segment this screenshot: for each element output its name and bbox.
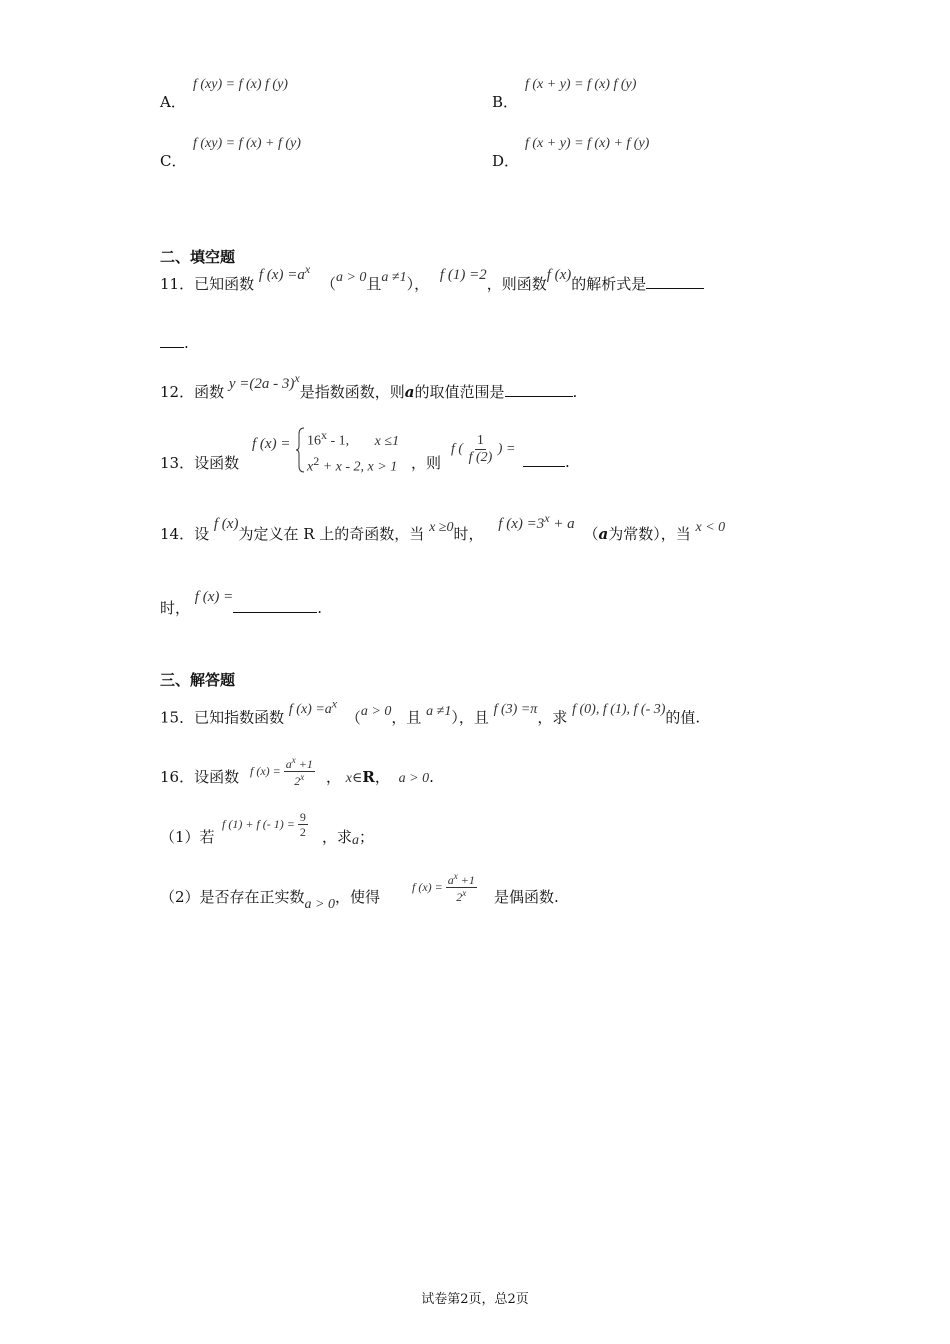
choice-d-label: D． xyxy=(492,152,520,170)
q11-text: 已知函数 xyxy=(194,275,255,293)
q11-continuation: . xyxy=(160,333,189,352)
q16-conditions: ， x∈R， a > 0. xyxy=(326,768,434,786)
q11-cond1: a > 0 xyxy=(335,270,367,285)
q16-function: f (x) = $\frac{a^x +1}{2^x}$ xyxy=(250,755,313,788)
q11-given: f (1) =2 xyxy=(439,267,487,283)
choice-a-formula: f (xy) = f (x) f (y) xyxy=(193,77,288,92)
q13-expression: f ( $\frac{1}{f (2)}$ ) = xyxy=(451,433,516,465)
q14-answer-blank[interactable] xyxy=(233,598,317,613)
q13-brace xyxy=(296,426,306,474)
q16-part-1-expression: f (1) + f (- 1) = $\frac{9}{2}$ xyxy=(222,810,306,839)
q13-tail: ，则 xyxy=(411,454,442,472)
q11-f: f (x) xyxy=(546,267,572,283)
question-14: 14．设 f (x)为定义在 R 上的奇函数，当 x ≥0时， f $(x) =3^x + a$ （a为常数），当 x < 0 xyxy=(160,511,726,543)
q11-answer-blank-cont[interactable] xyxy=(160,333,184,348)
q11-answer-blank[interactable] xyxy=(646,274,704,289)
q13-answer: . xyxy=(523,452,570,471)
question-13-text: 13．设函数 xyxy=(160,454,240,472)
q12-answer-blank[interactable] xyxy=(505,382,573,397)
section-answer-title: 三、解答题 xyxy=(160,671,236,689)
q16-part-2: （2）是否存在正实数a > 0，使得 xyxy=(160,888,381,912)
q16-part-2-function: f (x) = $\frac{a^x +1}{2^x}$ xyxy=(412,871,475,904)
q13-number: 13． xyxy=(160,454,195,472)
choice-b-label: B． xyxy=(492,93,519,111)
choice-b-formula: f (x + y) = f (x) f (y) xyxy=(525,77,637,92)
question-15: 15．已知指数函数 f $(x) =a^x$ （a > 0，且 a ≠1），且 f (3) =π，求 f (0), f (1), f (- 3)的值. xyxy=(160,696,701,727)
choice-d-formula: f (x + y) = f (x) + f (y) xyxy=(525,136,650,151)
question-11: 11．已知函数 f $(x) =a^x$ （a > 0且a ≠1）， f (1) =2，则函数f (x)的解析式是 xyxy=(160,272,704,294)
q16-part-2-tail: 是偶函数. xyxy=(494,888,559,906)
q11-number: 11． xyxy=(160,275,195,293)
page-footer: 试卷第2页，总2页 xyxy=(421,1292,529,1307)
q11-cond2: a ≠1 xyxy=(381,270,407,285)
q15-number: 15． xyxy=(160,708,195,727)
q16-part-1: （1）若 xyxy=(160,828,215,846)
q13-answer-blank[interactable] xyxy=(523,452,565,467)
q13-case-2: $x^2 + x - 2$, x > 1 xyxy=(307,454,398,475)
q14-continuation: 时， f (x) =. xyxy=(160,589,323,617)
choice-a-label: A． xyxy=(160,93,186,111)
q12-number: 12． xyxy=(160,383,195,401)
q16-part-1-tail: ，求a； xyxy=(322,828,375,848)
choice-c-label: C． xyxy=(160,152,187,170)
q13-function: f (x) = xyxy=(252,436,291,452)
question-12: 12．函数 y =(2a - 3)$^x$是指数函数，则a的取值范围是 . xyxy=(160,371,578,401)
q14-number: 14． xyxy=(160,525,195,543)
q16-number: 16． xyxy=(160,768,195,786)
section-fill-blank-title: 二、填空题 xyxy=(160,248,236,266)
choice-c-formula: f (xy) = f (x) + f (y) xyxy=(193,136,301,151)
q13-case-1: 16$^x$ - 1, x ≤1 xyxy=(307,428,400,449)
question-16: 16．设函数 xyxy=(160,768,240,786)
q11-function: f $(x) =a^x$ xyxy=(258,262,311,283)
q12-function: y =(2a - 3)$^x$ xyxy=(228,371,300,392)
